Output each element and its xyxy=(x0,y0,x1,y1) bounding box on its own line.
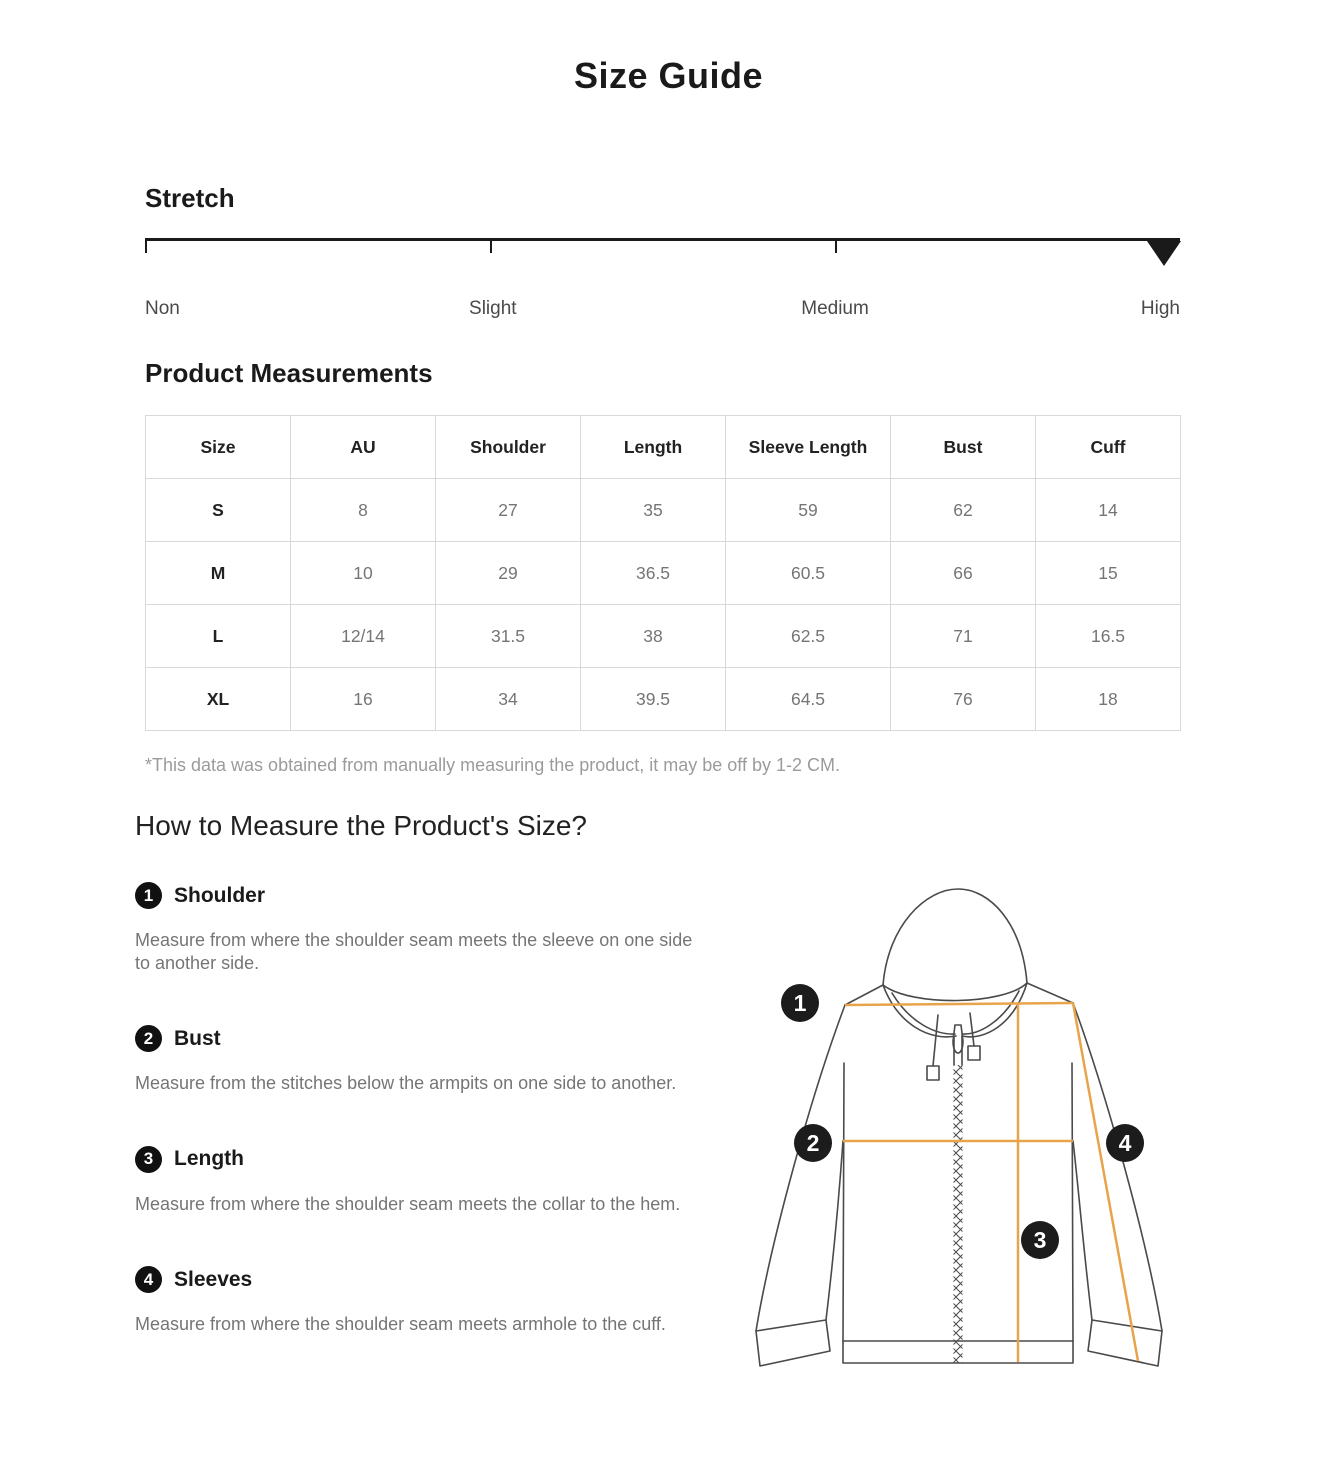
size-cell: M xyxy=(146,542,291,605)
slider-tick-non xyxy=(145,241,147,253)
stretch-level-high: High xyxy=(1140,298,1180,319)
table-row xyxy=(146,542,1181,605)
stretch-level-slight: Slight xyxy=(469,298,517,319)
value-cell: 27 xyxy=(436,479,581,542)
measure-item-bust xyxy=(135,1025,700,1095)
col-header-au: AU xyxy=(291,416,436,479)
value-cell: 29 xyxy=(436,542,581,605)
value-cell: 62 xyxy=(891,479,1036,542)
size-cell: XL xyxy=(146,668,291,731)
size-cell: S xyxy=(146,479,291,542)
number-badge-icon: 3 xyxy=(135,1146,162,1173)
slider-track xyxy=(145,238,1180,241)
stretch-levels xyxy=(145,298,1180,322)
slider-marker-triangle-icon xyxy=(1147,241,1181,266)
table-row xyxy=(146,479,1181,542)
number-badge-icon: 1 xyxy=(135,882,162,909)
measure-item-label: Length xyxy=(174,1147,244,1170)
marker-3-number: 3 xyxy=(1033,1227,1047,1253)
measure-item-shoulder xyxy=(135,882,700,974)
number-badge-icon: 2 xyxy=(135,1025,162,1052)
measure-item-description: Measure from the stitches below the armpits on one side to another. xyxy=(135,1073,677,1093)
stretch-slider xyxy=(145,238,1180,266)
col-header-bust: Bust xyxy=(891,416,1036,479)
value-cell: 14 xyxy=(1036,479,1181,542)
shoulder-measure-line xyxy=(845,1003,1073,1005)
value-cell: 59 xyxy=(726,479,891,542)
measurement-lines xyxy=(843,1003,1138,1362)
col-header-shoulder: Shoulder xyxy=(436,416,581,479)
value-cell: 76 xyxy=(891,668,1036,731)
value-cell: 71 xyxy=(891,605,1036,668)
value-cell: 16.5 xyxy=(1036,605,1181,668)
value-cell: 31.5 xyxy=(436,605,581,668)
value-cell: 34 xyxy=(436,668,581,731)
col-header-sleeve-length: Sleeve Length xyxy=(726,416,891,479)
value-cell: 18 xyxy=(1036,668,1181,731)
value-cell: 38 xyxy=(581,605,726,668)
stretch-level-non: Non xyxy=(145,298,180,319)
value-cell: 15 xyxy=(1036,542,1181,605)
value-cell: 16 xyxy=(291,668,436,731)
table-row xyxy=(146,668,1181,731)
hoodie-diagram-icon xyxy=(740,883,1210,1395)
size-table xyxy=(145,415,1181,731)
measure-item-description: Measure from where the shoulder seam meets armhole to the cuff. xyxy=(135,1314,666,1334)
zipper-teeth xyxy=(954,1065,963,1363)
size-cell: L xyxy=(146,605,291,668)
stretch-level-medium: Medium xyxy=(801,298,869,319)
col-header-length: Length xyxy=(581,416,726,479)
slider-tick-slight xyxy=(490,241,492,253)
col-header-size: Size xyxy=(146,416,291,479)
hoodie-measurement-diagram xyxy=(740,883,1210,1395)
table-header-row xyxy=(146,416,1181,479)
table-row xyxy=(146,605,1181,668)
value-cell: 64.5 xyxy=(726,668,891,731)
marker-4-number: 4 xyxy=(1118,1130,1132,1156)
measure-item-label: Sleeves xyxy=(174,1267,253,1291)
value-cell: 36.5 xyxy=(581,542,726,605)
measure-item-description: Measure from where the shoulder seam meets the collar to the hem. xyxy=(135,1193,681,1214)
value-cell: 39.5 xyxy=(581,668,726,731)
value-cell: 12/14 xyxy=(291,605,436,668)
measure-item-label: Shoulder xyxy=(174,883,266,907)
how-to-measure-heading: How to Measure the Product's Size? xyxy=(135,810,588,841)
product-measurements-heading: Product Measurements xyxy=(145,358,433,388)
value-cell: 10 xyxy=(291,542,436,605)
marker-1-number: 1 xyxy=(793,990,807,1016)
value-cell: 60.5 xyxy=(726,542,891,605)
value-cell: 35 xyxy=(581,479,726,542)
page-title: Size Guide xyxy=(573,55,764,96)
measure-item-sleeves xyxy=(135,1266,700,1336)
stretch-section xyxy=(145,183,1180,776)
value-cell: 8 xyxy=(291,479,436,542)
measurement-disclaimer: *This data was obtained from manually measuring the product, it may be off by 1-2 CM. xyxy=(145,755,841,775)
measure-item-label: Bust xyxy=(174,1026,221,1050)
col-header-cuff: Cuff xyxy=(1036,416,1181,479)
measure-item-description: Measure from where the shoulder seam meets the sleeve on one side to another side. xyxy=(135,930,693,973)
marker-2-number: 2 xyxy=(806,1130,820,1156)
slider-tick-medium xyxy=(835,241,837,253)
number-badge-icon: 4 xyxy=(135,1266,162,1293)
measure-item-length xyxy=(135,1146,700,1216)
stretch-heading: Stretch xyxy=(145,183,235,213)
value-cell: 62.5 xyxy=(726,605,891,668)
value-cell: 66 xyxy=(891,542,1036,605)
